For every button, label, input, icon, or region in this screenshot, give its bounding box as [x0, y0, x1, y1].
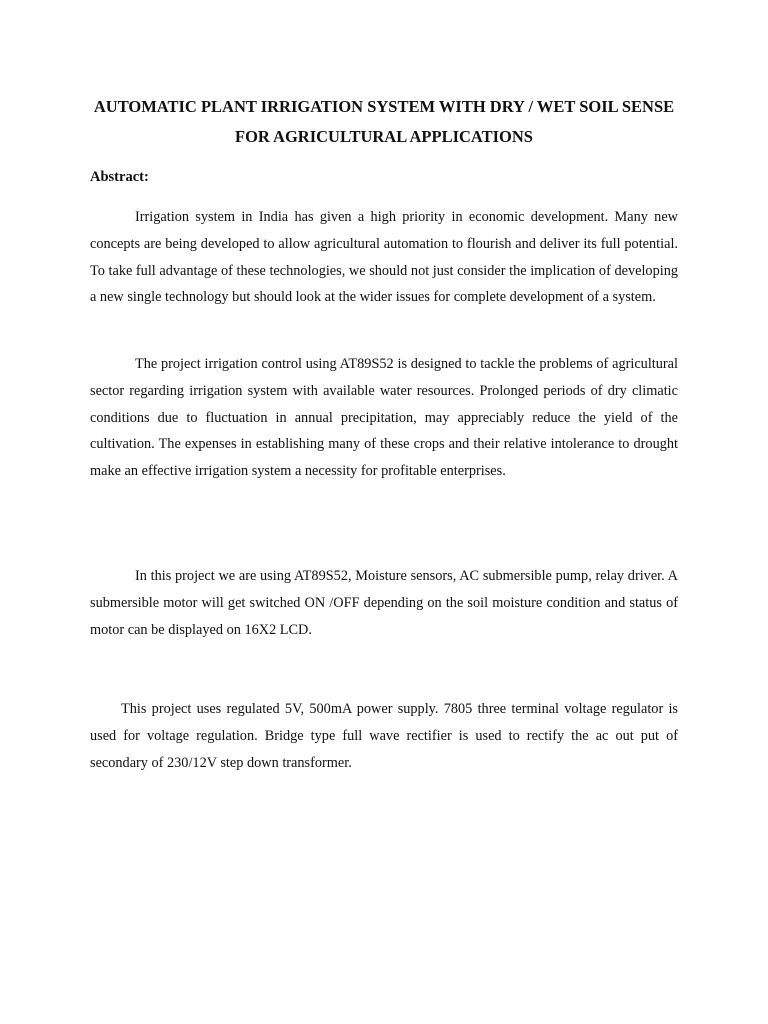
paragraph-introduction: Irrigation system in India has given a high priority in economic development. Many new concepts are being developed to allow agricultural automation to flourish and deliver its full potential. To take full advantage of these technologies, we should not just consider the implication of developing a new single technology but should look at the wider issues for complete development of a system.	[90, 209, 678, 306]
abstract-heading: Abstract:	[90, 169, 149, 185]
paragraph-components: In this project we are using AT89S52, Moisture sensors, AC submersible pump, relay driver. A submersible motor will get switched ON /OFF depending on the soil moisture condition and status of motor can be displayed on 16X2 LCD.	[90, 568, 678, 638]
paragraph-project-description: The project irrigation control using AT89S52 is designed to tackle the problems of agricultural sector regarding irrigation system with available water resources. Prolonged periods of dry climatic conditions due to fluctuation in annual precipitation, may appreciably reduce the yield of the cultivation. The expenses in establishing many of these crops and their relative intolerance to drought make an effective irrigation system a necessity for profitable enterprises.	[90, 356, 678, 480]
paragraph-power-supply: This project uses regulated 5V, 500mA power supply. 7805 three terminal voltage regulator is used for voltage regulation. Bridge type full wave rectifier is used to rectify the ac out put of secondary of 230/12V step down transformer.	[90, 701, 678, 771]
document-title: AUTOMATIC PLANT IRRIGATION SYSTEM WITH DRY / WET SOIL SENSE FOR AGRICULTURAL APPLICATIONS	[93, 97, 675, 146]
